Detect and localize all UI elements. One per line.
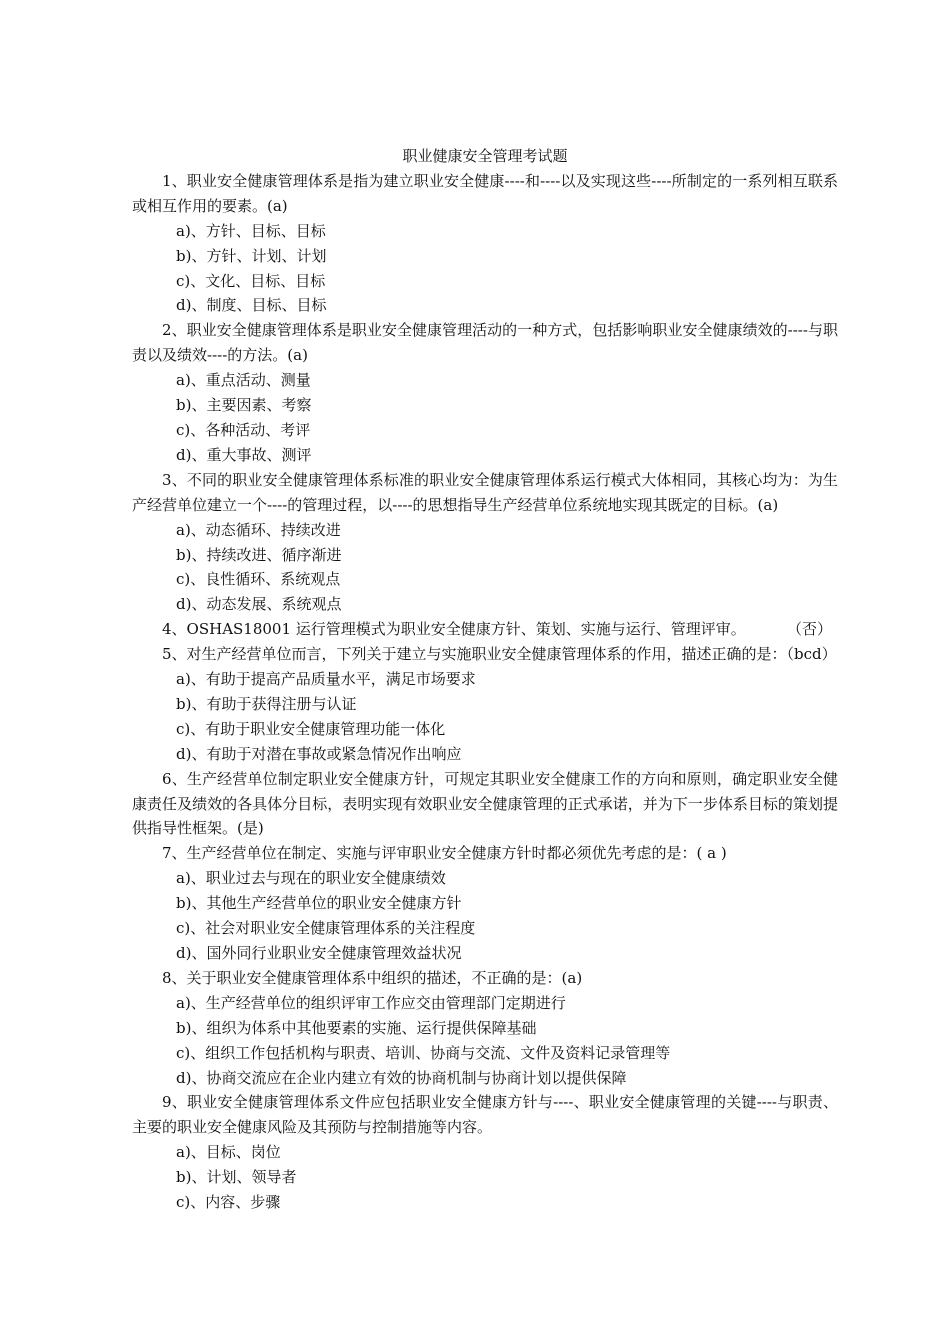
- question-5: 5、对生产经营单位而言，下列关于建立与实施职业安全健康管理体系的作用，描述正确的是：（bcd）: [162, 645, 837, 664]
- question-1-option-b: b)、方针、计划、计划: [176, 246, 327, 265]
- question-9: 9、职业安全健康管理体系文件应包括职业安全健康方针与----、职业安全健康管理的关键----与职责、主要的职业安全健康风险及其预防与控制措施等内容。: [132, 1093, 838, 1137]
- question-9-option-c: c)、内容、步骤: [176, 1193, 281, 1212]
- question-8: 8、关于职业安全健康管理体系中组织的描述，不正确的是：(a): [162, 968, 583, 987]
- question-8-option-a: a)、生产经营单位的组织评审工作应交由管理部门定期进行: [176, 993, 566, 1012]
- question-5-option-a: a)、有助于提高产品质量水平，满足市场要求: [176, 670, 476, 689]
- question-1: 1、职业安全健康管理体系是指为建立职业安全健康----和----以及实现这些----所制定的一系列相互联系或相互作用的要素。(a): [132, 171, 838, 215]
- question-1-option-a: a)、方针、目标、目标: [176, 221, 326, 240]
- question-3-option-c: c)、良性循环、系统观点: [176, 570, 341, 589]
- question-2-option-a: a)、重点活动、测量: [176, 371, 311, 390]
- question-1-option-d: d)、制度、目标、目标: [176, 296, 327, 315]
- question-8-option-d: d)、协商交流应在企业内建立有效的协商机制与协商计划以提供保障: [176, 1068, 627, 1087]
- question-8-option-b: b)、组织为体系中其他要素的实施、运行提供保障基础: [176, 1018, 537, 1037]
- question-5-option-c: c)、有助于职业安全健康管理功能一体化: [176, 719, 446, 738]
- question-3-option-d: d)、动态发展、系统观点: [176, 595, 342, 614]
- question-7-option-c: c)、社会对职业安全健康管理体系的关注程度: [176, 919, 476, 938]
- question-8-option-c: c)、组织工作包括机构与职责、培训、协商与交流、文件及资料记录管理等: [176, 1043, 671, 1062]
- question-3-option-a: a)、动态循环、持续改进: [176, 520, 341, 539]
- question-7-option-b: b)、其他生产经营单位的职业安全健康方针: [176, 894, 462, 913]
- question-2-option-d: d)、重大事故、测评: [176, 445, 312, 464]
- question-1-option-c: c)、文化、目标、目标: [176, 271, 326, 290]
- document-body: [132, 144, 838, 1215]
- question-9-option-a: a)、目标、岗位: [176, 1143, 281, 1162]
- document-title: 职业健康安全管理考试题: [402, 147, 568, 165]
- question-7-option-a: a)、职业过去与现在的职业安全健康绩效: [176, 869, 446, 888]
- question-2-option-c: c)、各种活动、考评: [176, 420, 311, 439]
- question-7-option-d: d)、国外同行业职业安全健康管理效益状况: [176, 944, 462, 962]
- question-2: 2、职业安全健康管理体系是职业安全健康管理活动的一种方式，包括影响职业安全健康绩效的----与职责以及绩效----的方法。(a): [132, 321, 838, 365]
- question-5-option-b: b)、有助于获得注册与认证: [176, 694, 357, 713]
- question-2-option-b: b)、主要因素、考察: [176, 396, 312, 415]
- question-6: 6、生产经营单位制定职业安全健康方针，可规定其职业安全健康工作的方向和原则，确定职业安全健康责任及绩效的各具体分目标，表明实现有效职业安全健康管理的正式承诺，并为下一步体系目标的策划提供指导性框架。(是): [132, 769, 838, 838]
- question-9-option-b: b)、计划、领导者: [176, 1168, 297, 1187]
- question-7: 7、生产经营单位在制定、实施与评审职业安全健康方针时都必须优先考虑的是：( a ): [162, 844, 727, 863]
- question-4: [132, 617, 838, 642]
- question-3: 3、不同的职业安全健康管理体系标准的职业安全健康管理体系运行模式大体相同，其核心均为：为生产经营单位建立一个----的管理过程，以----的思想指导生产经营单位系统地实现其既定的目标。(a): [132, 470, 838, 514]
- question-4-answer: （否）: [786, 620, 832, 639]
- question-3-option-b: b)、持续改进、循序渐进: [176, 545, 342, 564]
- question-4-text: 4、OSHAS18001 运行管理模式为职业安全健康方针、策划、实施与运行、管理评审。: [162, 620, 746, 639]
- question-5-option-d: d)、有助于对潜在事故或紧急情况作出响应: [176, 744, 462, 763]
